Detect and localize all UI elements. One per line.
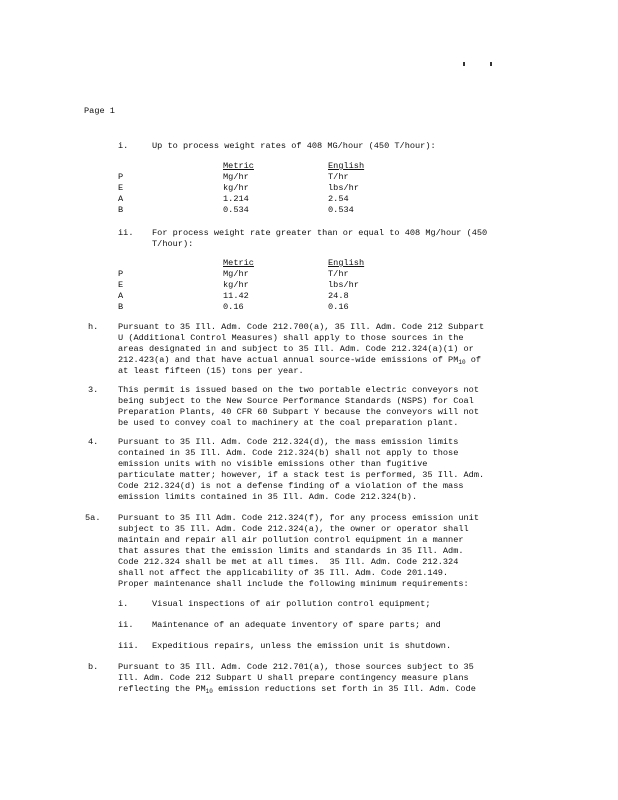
- section-5a-line: Code 212.324 shall be met at all times. 35 Ill. Adm. Code 212.324: [118, 557, 459, 567]
- table-row-symbol: E: [118, 183, 124, 193]
- table-row-symbol: B: [118, 205, 124, 215]
- section-h-line: areas designated in and subject to 35 Ill. Adm. Code 212.324(a)(1) or: [118, 344, 474, 354]
- section-i-number: i.: [118, 141, 129, 151]
- section-3-line: Preparation Plants, 40 CFR 60 Subpart Y because the conveyors will not: [118, 407, 479, 417]
- english-header: English: [328, 258, 365, 268]
- table-row-english: lbs/hr: [328, 183, 359, 193]
- section-b-line-pm: [118, 684, 476, 697]
- table-row-english: lbs/hr: [328, 280, 359, 290]
- section-4-line: emission units with no visible emissions other than fugitive: [118, 459, 428, 469]
- page-label: Page 1: [84, 106, 115, 116]
- section-h-number: h.: [88, 322, 99, 332]
- section-4-line: emission limits contained in 35 Ill. Adm. Code 212.324(b).: [118, 492, 418, 502]
- section-ii-line2: T/hour):: [152, 239, 194, 249]
- table-row-metric: Mg/hr: [223, 172, 249, 182]
- pm-subscript: 10: [205, 688, 213, 695]
- list-item-text: Visual inspections of air pollution control equipment;: [152, 599, 431, 609]
- table-row-symbol: E: [118, 280, 124, 290]
- table-row-metric: kg/hr: [223, 280, 249, 290]
- english-header: English: [328, 161, 365, 171]
- section-4-line: Pursuant to 35 Ill. Adm. Code 212.324(d), the mass emission limits: [118, 437, 459, 447]
- section-b-line: reflecting the PM: [118, 684, 206, 694]
- table-row-metric: Mg/hr: [223, 269, 249, 279]
- section-4-line: Code 212.324(d) is not a defense finding of a violation of the mass: [118, 481, 464, 491]
- metric-header: Metric: [223, 258, 254, 268]
- metric-header: Metric: [223, 161, 254, 171]
- section-b-number: b.: [88, 662, 99, 672]
- section-h-line: 212.423(a) and that have actual annual source-wide emissions of PM: [118, 355, 459, 365]
- section-3-number: 3.: [88, 385, 99, 395]
- section-4-line: contained in 35 Ill. Adm. Code 212.324(b) shall not apply to those: [118, 448, 459, 458]
- table-row-metric: 11.42: [223, 291, 249, 301]
- table-row-english: 2.54: [328, 194, 349, 204]
- section-h-line: at least fifteen (15) tons per year.: [118, 366, 304, 376]
- section-4-line: particulate matter; however, if a stack test is performed, 35 Ill. Adm.: [118, 470, 485, 480]
- section-h-line: U (Additional Control Measures) shall apply to those sources in the: [118, 333, 464, 343]
- section-4-number: 4.: [88, 437, 99, 447]
- table-row-symbol: B: [118, 302, 124, 312]
- section-h-line: Pursuant to 35 Ill. Adm. Code 212.700(a), 35 Ill. Adm. Code 212 Subpart: [118, 322, 485, 332]
- list-item-number: iii.: [118, 641, 139, 651]
- section-ii-number: ii.: [118, 228, 134, 238]
- table-row-english: T/hr: [328, 269, 349, 279]
- section-5a-line: subject to 35 Ill. Adm. Code 212.324(a), the owner or operator shall: [118, 524, 469, 534]
- section-5a-line: shall not affect the applicability of 35 Ill. Adm. Code 201.149.: [118, 568, 449, 578]
- section-3-line: being subject to the New Source Performance Standards (NSPS) for Coal: [118, 396, 474, 406]
- section-5a-line: Proper maintenance shall include the following minimum requirements:: [118, 579, 469, 589]
- section-3-line: be used to convey coal to machinery at the coal preparation plant.: [118, 418, 459, 428]
- section-i-text: Up to process weight rates of 408 MG/hour (450 T/hour):: [152, 141, 436, 151]
- table-row-metric: kg/hr: [223, 183, 249, 193]
- section-5a-line: that assures that the emission limits and standards in 35 Ill. Adm.: [118, 546, 464, 556]
- table-row-metric: 1.214: [223, 194, 249, 204]
- table-row-symbol: P: [118, 172, 124, 182]
- table-row-english: 24.8: [328, 291, 349, 301]
- table-row-english: 0.534: [328, 205, 354, 215]
- section-ii-line1: For process weight rate greater than or equal to 408 Mg/hour (450: [152, 228, 488, 238]
- scan-mark: [463, 62, 465, 66]
- table-row-metric: 0.16: [223, 302, 244, 312]
- table-row-english: T/hr: [328, 172, 349, 182]
- section-3-line: This permit is issued based on the two portable electric conveyors not: [118, 385, 479, 395]
- table-row-symbol: A: [118, 291, 124, 301]
- table-row-symbol: A: [118, 194, 124, 204]
- pm-after: of: [465, 355, 482, 365]
- table-row-symbol: P: [118, 269, 124, 279]
- section-b-line: Ill. Adm. Code 212 Subpart U shall prepare contingency measure plans: [118, 673, 469, 683]
- scan-mark: [490, 62, 492, 66]
- list-item-text: Maintenance of an adequate inventory of spare parts; and: [152, 620, 441, 630]
- list-item-number: i.: [118, 599, 129, 609]
- section-5a-line: maintain and repair all air pollution control equipment in a manner: [118, 535, 464, 545]
- list-item-text: Expeditious repairs, unless the emission unit is shutdown.: [152, 641, 452, 651]
- table-row-metric: 0.534: [223, 205, 249, 215]
- pm-after: emission reductions set forth in 35 Ill. Adm. Code: [212, 684, 476, 694]
- list-item-number: ii.: [118, 620, 134, 630]
- section-5a-number: 5a.: [85, 513, 101, 523]
- section-b-line: Pursuant to 35 Ill. Adm. Code 212.701(a), those sources subject to 35: [118, 662, 474, 672]
- pm-subscript: 10: [458, 359, 466, 366]
- section-5a-line: Pursuant to 35 Ill Adm. Code 212.324(f), for any process emission unit: [118, 513, 479, 523]
- table-row-english: 0.16: [328, 302, 349, 312]
